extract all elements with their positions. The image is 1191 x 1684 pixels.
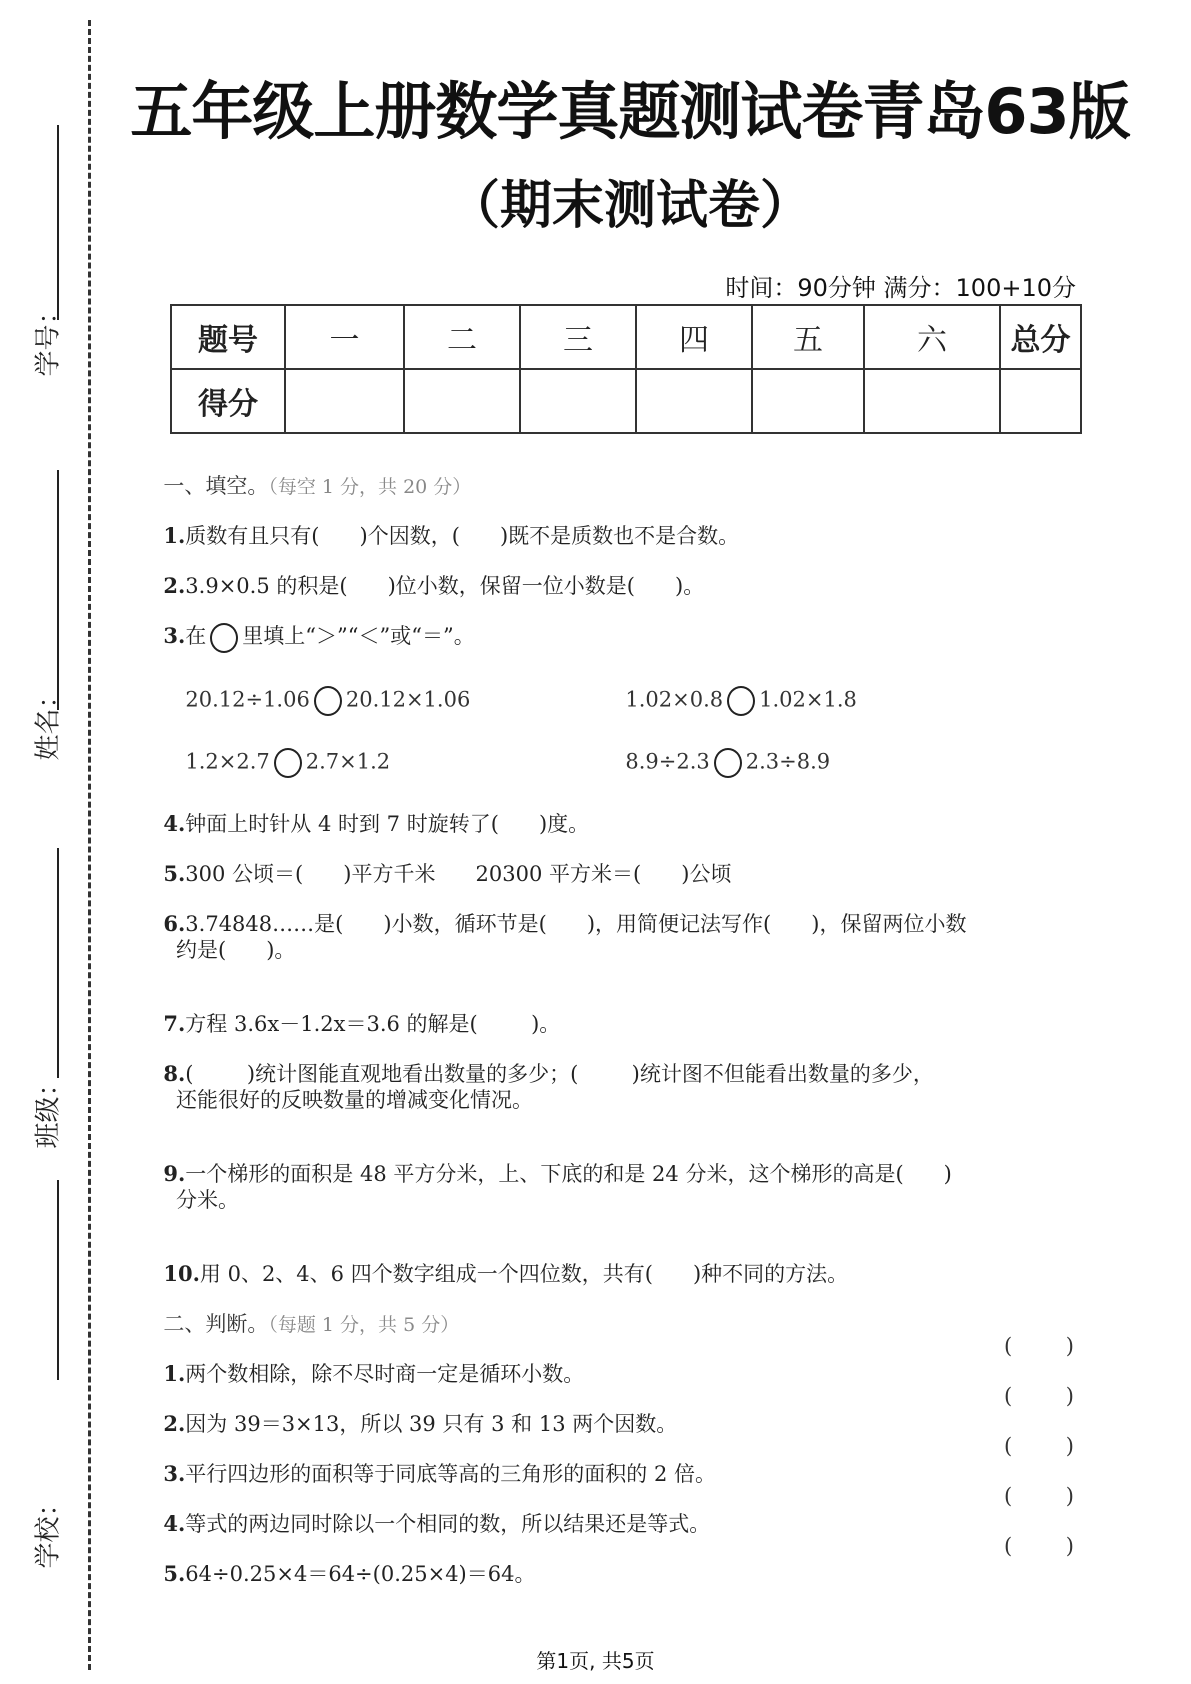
score-cell[interactable]: [864, 369, 1000, 433]
paren-close: ): [1065, 1334, 1074, 1358]
question-1-9-cont: 分米。: [176, 1188, 239, 1212]
compare-left: 1.02×0.8: [625, 687, 724, 712]
school-write-line: [57, 1180, 59, 1380]
score-cell[interactable]: [285, 369, 404, 433]
question-1-2: [150, 546, 704, 600]
score-cell[interactable]: [636, 369, 752, 433]
section-1-note: （每空 1 分，共 20 分）: [268, 476, 472, 498]
student-id-label: 学号：: [33, 298, 64, 377]
paren-open: (: [1004, 1384, 1013, 1408]
score-table-score-row: [171, 369, 1081, 433]
question-text-pre: 在: [185, 624, 207, 648]
judge-item-2: [150, 1384, 677, 1438]
class-label: 班级：: [33, 1070, 64, 1149]
judge-item-5: [150, 1534, 535, 1588]
judge-answer-3[interactable]: [1004, 1434, 1074, 1458]
question-number: 5.: [163, 1561, 186, 1586]
paren-close: ): [1065, 1484, 1074, 1508]
compare-item-2: [612, 662, 857, 716]
question-1-9: [150, 1134, 952, 1188]
question-number: 1.: [163, 1361, 186, 1386]
question-number: 7.: [163, 1011, 186, 1036]
header-cell: 二: [404, 305, 520, 369]
question-text: 300 公顷＝( )平方千米 20300 平方米＝( )公顷: [185, 862, 732, 886]
question-1-7: [150, 984, 560, 1038]
compare-right: 20.12×1.06: [345, 687, 471, 712]
question-text: 64÷0.25×4＝64÷(0.25×4)＝64。: [185, 1562, 536, 1586]
student-id-write-line: [57, 125, 59, 320]
compare-circle-icon: [210, 623, 238, 653]
question-number: 4.: [163, 1511, 186, 1536]
question-text: 用 0、2、4、6 四个数字组成一个四位数，共有( )种不同的方法。: [199, 1262, 849, 1286]
question-text: 3.9×0.5 的积是( )位小数，保留一位小数是( )。: [185, 574, 705, 598]
header-cell: 五: [752, 305, 864, 369]
paren-open: (: [1004, 1534, 1013, 1558]
compare-item-3: [172, 724, 390, 778]
class-write-line: [57, 848, 59, 1078]
question-number: 4.: [163, 811, 186, 836]
compare-right: 2.3÷8.9: [745, 749, 831, 774]
answer-circle[interactable]: [274, 748, 302, 778]
page-subtitle: （期末测试卷）: [447, 176, 812, 236]
section-1-heading: [150, 446, 471, 500]
header-cell: 六: [864, 305, 1000, 369]
score-row-label: 得分: [171, 369, 285, 433]
compare-right: 1.02×1.8: [759, 687, 857, 712]
school-label: 学校：: [33, 1490, 64, 1569]
question-number: 6.: [163, 911, 186, 936]
compare-right: 2.7×1.2: [305, 749, 391, 774]
question-number: 2.: [163, 1411, 186, 1436]
answer-circle[interactable]: [714, 748, 742, 778]
judge-answer-5[interactable]: [1004, 1534, 1074, 1558]
question-text: 3.74848……是( )小数，循环节是( )，用简便记法写作( )，保留两位小数: [185, 912, 967, 936]
paren-close: ): [1065, 1434, 1074, 1458]
binding-dashed-line: [88, 20, 91, 1670]
judge-answer-2[interactable]: [1004, 1384, 1074, 1408]
question-1-5: [150, 834, 731, 888]
question-text: 等式的两边同时除以一个相同的数，所以结果还是等式。: [185, 1512, 711, 1536]
compare-item-1: [172, 662, 470, 716]
judge-answer-4[interactable]: [1004, 1484, 1074, 1508]
question-text: 两个数相除，除不尽时商一定是循环小数。: [185, 1362, 585, 1386]
question-text: 方程 3.6x－1.2x＝3.6 的解是( )。: [185, 1012, 561, 1036]
question-1-1: [150, 496, 739, 550]
judge-item-1: [150, 1334, 584, 1388]
score-cell[interactable]: [752, 369, 864, 433]
question-1-3: [150, 596, 475, 653]
question-number: 9.: [163, 1161, 186, 1186]
header-cell: 四: [636, 305, 752, 369]
header-cell: 总分: [1000, 305, 1081, 369]
question-1-6: [150, 884, 966, 938]
paren-close: ): [1065, 1534, 1074, 1558]
exam-meta: 时间：90分钟 满分：100+10分: [725, 274, 1076, 302]
question-text: ( )统计图能直观地看出数量的多少；( )统计图不但能看出数量的多少，: [185, 1062, 934, 1086]
score-cell[interactable]: [1000, 369, 1081, 433]
compare-left: 20.12÷1.06: [185, 687, 310, 712]
paren-close: ): [1065, 1384, 1074, 1408]
answer-circle[interactable]: [727, 686, 755, 716]
question-number: 1.: [163, 523, 186, 548]
header-cell: 一: [285, 305, 404, 369]
question-1-10: [150, 1234, 848, 1288]
score-table-header-row: [171, 305, 1081, 369]
question-number: 3.: [163, 1461, 186, 1486]
question-1-8-cont: 还能很好的反映数量的增减变化情况。: [176, 1088, 533, 1112]
question-1-4: [150, 784, 589, 838]
section-2-heading: [150, 1284, 459, 1338]
question-1-6-cont: 约是( )。: [176, 938, 296, 962]
question-number: 3.: [163, 623, 186, 648]
compare-left: 1.2×2.7: [185, 749, 270, 774]
question-text-post: 里填上“＞”“＜”或“＝”。: [242, 624, 475, 648]
section-2-note: （每题 1 分，共 5 分）: [268, 1314, 460, 1336]
question-text: 因为 39＝3×13，所以 39 只有 3 和 13 两个因数。: [185, 1412, 678, 1436]
score-table: [170, 304, 1082, 434]
name-label: 姓名：: [33, 682, 64, 761]
header-cell: 题号: [171, 305, 285, 369]
judge-item-4: [150, 1484, 710, 1538]
answer-circle[interactable]: [314, 686, 342, 716]
section-2-title: 二、判断。: [163, 1312, 269, 1336]
compare-left: 8.9÷2.3: [625, 749, 710, 774]
judge-answer-1[interactable]: [1004, 1334, 1074, 1358]
question-number: 8.: [163, 1061, 186, 1086]
question-text: 一个梯形的面积是 48 平方分米，上、下底的和是 24 分米，这个梯形的高是( ): [185, 1162, 952, 1186]
section-1-title: 一、填空。: [163, 474, 269, 498]
question-number: 2.: [163, 573, 186, 598]
compare-item-4: [612, 724, 830, 778]
question-text: 平行四边形的面积等于同底等高的三角形的面积的 2 倍。: [185, 1462, 717, 1486]
question-number: 5.: [163, 861, 186, 886]
question-1-8: [150, 1034, 934, 1088]
page-title: 五年级上册数学真题测试卷青岛63版: [130, 75, 1130, 148]
paren-open: (: [1004, 1484, 1013, 1508]
score-cell[interactable]: [520, 369, 636, 433]
paren-open: (: [1004, 1434, 1013, 1458]
name-write-line: [57, 470, 59, 710]
page-footer: 第1页, 共5页: [536, 1649, 655, 1673]
question-number: 10.: [163, 1261, 200, 1286]
question-text: 质数有且只有( )个因数，( )既不是质数也不是合数。: [185, 524, 740, 548]
score-cell[interactable]: [404, 369, 520, 433]
header-cell: 三: [520, 305, 636, 369]
paren-open: (: [1004, 1334, 1013, 1358]
question-text: 钟面上时针从 4 时到 7 时旋转了( )度。: [185, 812, 590, 836]
judge-item-3: [150, 1434, 716, 1488]
